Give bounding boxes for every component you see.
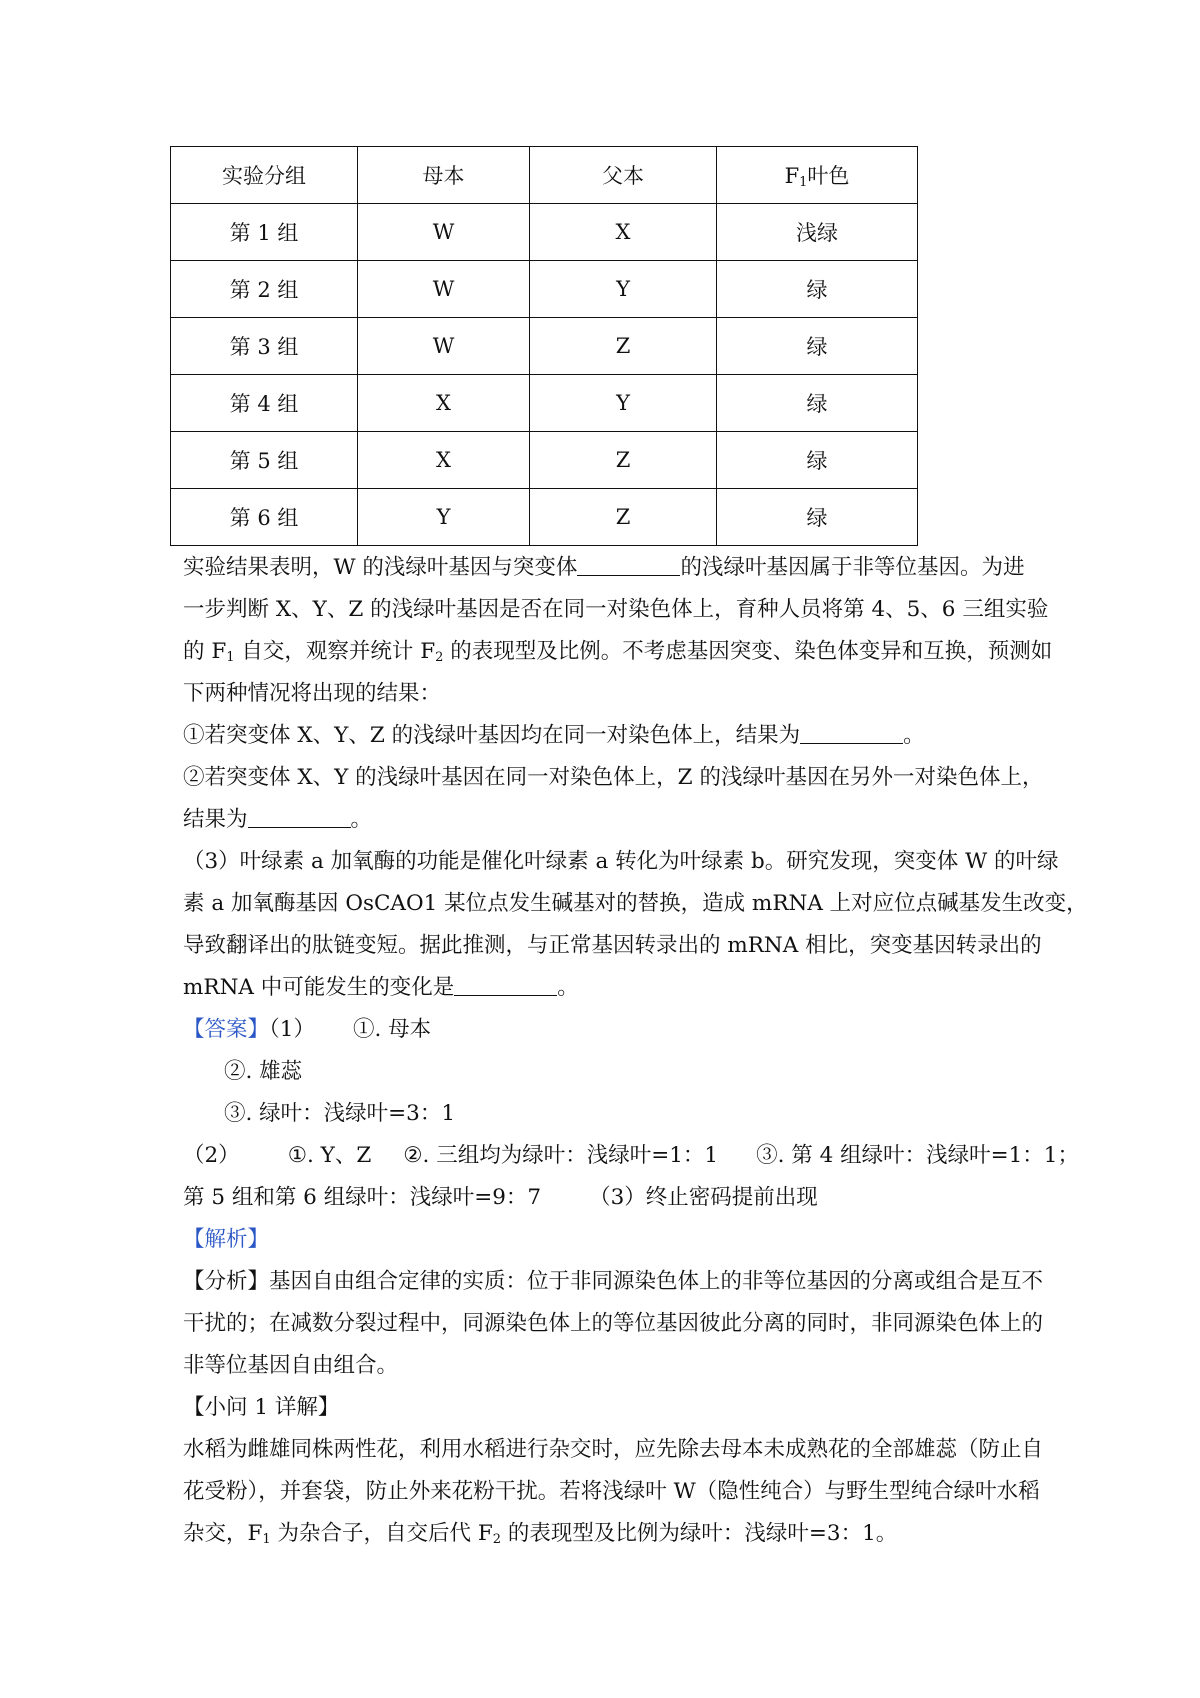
table-cell: 第 6 组 — [171, 489, 358, 546]
analysis-text: 为杂合子，自交后代 F — [270, 1521, 493, 1546]
subscript: 2 — [492, 1532, 502, 1547]
answer-item: （3）终止密码提前出现 — [589, 1185, 818, 1210]
answer-blank — [248, 805, 351, 828]
answer-line: ③. 绿叶：浅绿叶=3：1 — [224, 1101, 456, 1126]
answer-line — [183, 1183, 818, 1213]
table-row — [171, 432, 918, 489]
header-cell: 实验分组 — [171, 147, 358, 204]
table-row — [171, 318, 918, 375]
table-cell: 绿 — [717, 318, 918, 375]
answer-number: （1） — [269, 1017, 315, 1042]
table-cell: 绿 — [717, 375, 918, 432]
question-line: 一步判断 X、Y、Z 的浅绿叶基因是否在同一对染色体上，育种人员将第 4、5、6 三组实验 — [183, 597, 1049, 622]
analysis-line: 【分析】基因自由组合定律的实质：位于非同源染色体上的非等位基因的分离或组合是互不 — [183, 1269, 1044, 1294]
table-row — [171, 204, 918, 261]
table-cell: W — [358, 318, 530, 375]
subscript: 2 — [435, 650, 444, 665]
answer-item: ②. 三组均为绿叶：浅绿叶=1：1 — [403, 1143, 719, 1168]
analysis-line: 水稻为雌雄同株两性花，利用水稻进行杂交时，应先除去母本未成熟花的全部雄蕊（防止自 — [183, 1437, 1044, 1462]
question-line: （3）叶绿素 a 加氧酶的功能是催化叶绿素 a 转化为叶绿素 b。研究发现，突变体 W 的叶绿 — [183, 849, 1059, 874]
table-cell: 浅绿 — [717, 204, 918, 261]
analysis-line: 花受粉），并套袋，防止外来花粉干扰。若将浅绿叶 W（隐性纯合）与野生型纯合绿叶水稻 — [183, 1479, 1040, 1504]
analysis-line — [183, 1519, 897, 1555]
question-line — [183, 973, 579, 1003]
table-cell: 绿 — [717, 432, 918, 489]
answer-blank — [800, 721, 903, 744]
analysis-tag: 【解析】 — [183, 1227, 270, 1252]
analysis-line: 干扰的；在减数分裂过程中，同源染色体上的等位基因彼此分离的同时，非同源染色体上的 — [183, 1311, 1044, 1336]
question-text: 结果为 — [183, 807, 248, 832]
experiment-table — [170, 146, 918, 546]
answer-tag: 【答案】 — [183, 1017, 270, 1042]
table-cell: X — [530, 204, 717, 261]
table-cell: X — [358, 432, 530, 489]
answer-line: ②. 雄蕊 — [224, 1059, 303, 1084]
analysis-line: 【小问 1 详解】 — [183, 1395, 340, 1420]
table-cell: X — [358, 375, 530, 432]
answer-item: ③. 第 4 组绿叶：浅绿叶=1：1； — [756, 1143, 1079, 1168]
question-text: 自交，观察并统计 F — [234, 639, 436, 664]
answer-line — [183, 1141, 1079, 1171]
table-cell: 第 3 组 — [171, 318, 358, 375]
question-text: mRNA 中可能发生的变化是 — [183, 975, 455, 1000]
table-row — [171, 261, 918, 318]
answer-item: 第 5 组和第 6 组绿叶：浅绿叶=9：7 — [183, 1185, 542, 1210]
table-header-row — [171, 147, 918, 204]
subscript: 1 — [262, 1532, 271, 1547]
question-text: 。 — [903, 723, 925, 748]
header-cell: 父本 — [530, 147, 717, 204]
question-text: 的浅绿叶基因属于非等位基因。为进 — [680, 555, 1025, 580]
table-cell: 第 2 组 — [171, 261, 358, 318]
table-cell: Z — [530, 489, 717, 546]
table-row — [171, 375, 918, 432]
question-text: 的表现型及比例。不考虑基因突变、染色体变异和互换，预测如 — [443, 639, 1053, 664]
question-line: ②若突变体 X、Y 的浅绿叶基因在同一对染色体上，Z 的浅绿叶基因在另外一对染色体上， — [183, 765, 1044, 790]
analysis-text: 的表现型及比例为绿叶：浅绿叶=3：1。 — [501, 1521, 898, 1546]
table-cell: Y — [530, 261, 717, 318]
table-row — [171, 489, 918, 546]
header-cell: 母本 — [358, 147, 530, 204]
answer-blank — [454, 973, 557, 996]
header-leaf-color-text: 叶色 — [807, 164, 850, 188]
table-cell: Z — [530, 432, 717, 489]
question-line — [183, 721, 925, 751]
question-line: 素 a 加氧酶基因 OsCAO1 某位点发生碱基对的替换，造成 mRNA 上对应位点碱基发生改变， — [183, 891, 1088, 916]
table-cell: Z — [530, 318, 717, 375]
table-cell: Y — [530, 375, 717, 432]
table-cell: 第 4 组 — [171, 375, 358, 432]
subscript: 1 — [226, 650, 235, 665]
question-text: 实验结果表明，W 的浅绿叶基因与突变体 — [183, 555, 578, 580]
question-line: 导致翻译出的肽链变短。据此推测，与正常基因转录出的 mRNA 相比，突变基因转录出的 — [183, 933, 1042, 958]
analysis-text: 杂交，F — [183, 1521, 263, 1546]
header-f-text: F — [784, 164, 800, 188]
answer-blank — [577, 553, 680, 576]
question-line — [183, 553, 1024, 583]
header-cell — [717, 147, 918, 204]
question-text: ①若突变体 X、Y、Z 的浅绿叶基因均在同一对染色体上，结果为 — [183, 723, 801, 748]
question-text: 的 F — [183, 639, 227, 664]
table-cell: Y — [358, 489, 530, 546]
answer-line — [183, 1015, 431, 1045]
question-line — [183, 805, 372, 835]
table-cell: 绿 — [717, 489, 918, 546]
table-cell: W — [358, 261, 530, 318]
answer-item: ①. Y、Z — [287, 1143, 372, 1168]
analysis-line: 非等位基因自由组合。 — [183, 1353, 399, 1378]
question-line: 下两种情况将出现的结果： — [183, 681, 442, 706]
table-cell: 绿 — [717, 261, 918, 318]
table-cell: 第 1 组 — [171, 204, 358, 261]
table-cell: 第 5 组 — [171, 432, 358, 489]
question-line — [183, 637, 1052, 673]
question-text: 。 — [350, 807, 373, 832]
table-cell: W — [358, 204, 530, 261]
answer-number: （2） — [183, 1143, 240, 1168]
header-f-subscript: 1 — [799, 175, 808, 190]
answer-item: ①. 母本 — [352, 1017, 432, 1042]
question-text: 。 — [557, 975, 579, 1000]
